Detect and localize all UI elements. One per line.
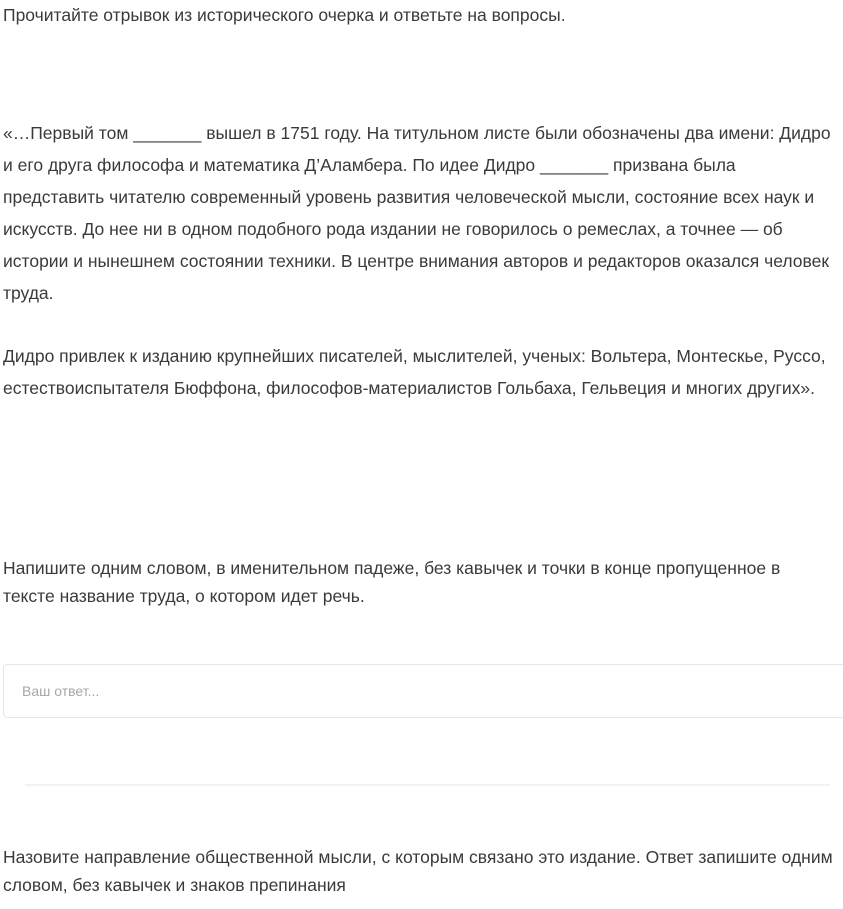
passage-paragraph-1: «…Первый том _______ вышел в 1751 году. На титульном листе были обозначены два имени: Дидро и его друга философа и математика Д’Аламбера. По идее Дидро _______ призвана была представить читателю современный уровень развития человеческой мысли, состояние всех наук и искусств. До нее ни в одном подобного рода издании не говорилось о ремеслах, а точнее — об истории и нынешнем состоянии техники. В центре внимания авторов и редакторов оказался человек труда. [3,123,831,303]
question-2-text: Назовите направление общественной мысли, с которым связано это издание. Ответ запишите одним словом, без кавычек и знаков препинания [3,847,833,895]
section-divider [25,784,830,786]
task-instruction: Прочитайте отрывок из исторического очерка и ответьте на вопросы. [3,5,566,25]
answer-field-container[interactable] [3,664,843,718]
answer-input[interactable] [4,665,843,717]
historical-passage [3,117,833,404]
passage-paragraph-2: Дидро привлек к изданию крупнейших писателей, мыслителей, ученых: Вольтера, Монтескье, Руссо, естествоиспытателя Бюффона, философов-материалистов Гольбаха, Гельвеция и многих других». [3,346,826,398]
question-1-text: Напишите одним словом, в именительном падеже, без кавычек и точки в конце пропущенное в тексте название труда, о котором идет речь. [3,558,781,606]
